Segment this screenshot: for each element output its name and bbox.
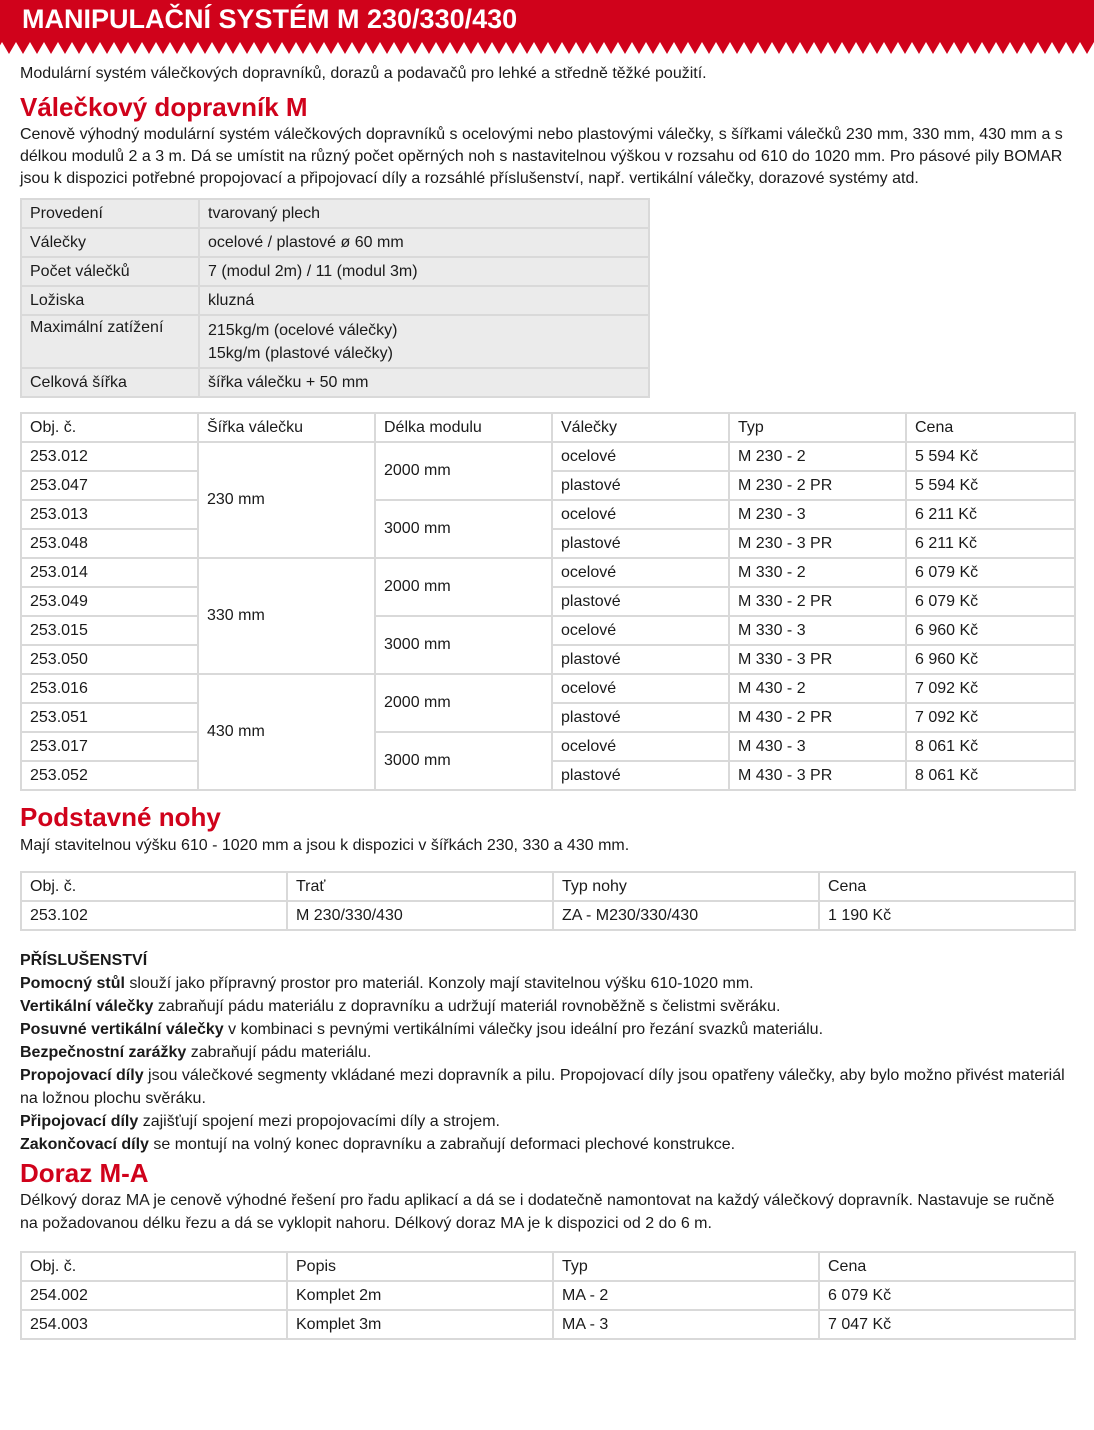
cell-length: 2000 mm: [375, 674, 552, 732]
stop-description: Délkový doraz MA je cenově výhodné řešení pro řadu aplikací a dá se i dodatečně namontovat na každý válečkový dopravník. Nastavuje se ručně na požadovanou délku řezu a dá se vyklopit nahoru. Délkový doraz MA je k dispozici od 2 do 6 m.: [20, 1192, 1055, 1232]
cell-price: 6 079 Kč: [819, 1281, 1075, 1310]
cell-type: M 230 - 2: [729, 442, 906, 471]
cell-rollers: plastové: [552, 645, 729, 674]
accessory-term: Vertikální válečky: [20, 998, 154, 1015]
intro-text: Modulární systém válečkových dopravníků, dorazů a podavačů pro lehké a středně těžké použití.: [20, 65, 707, 82]
cell-length: 3000 mm: [375, 500, 552, 558]
cell-obj: 253.015: [21, 616, 198, 645]
cell-price: 5 594 Kč: [906, 471, 1075, 500]
table-row: [21, 500, 1075, 529]
legs-description: Mají stavitelnou výšku 610 - 1020 mm a jsou k dispozici v šířkách 230, 330 a 430 mm.: [20, 837, 630, 854]
spec-row: [21, 315, 649, 368]
cell-price: 6 211 Kč: [906, 529, 1075, 558]
cell-type: MA - 3: [553, 1310, 819, 1339]
spec-value: 7 (modul 2m) / 11 (modul 3m): [199, 257, 649, 286]
spec-value-line: 15kg/m (plastové válečky): [208, 344, 393, 362]
spec-value: ocelové / plastové ø 60 mm: [199, 228, 649, 257]
cell-type: M 430 - 2: [729, 674, 906, 703]
cell-desc: Komplet 3m: [287, 1310, 553, 1339]
cell-length: 2000 mm: [375, 558, 552, 616]
column-header: Cena: [819, 1252, 1075, 1281]
spec-row: [21, 368, 649, 397]
accessory-item: [20, 1133, 1076, 1156]
header-banner: [0, 0, 1094, 60]
cell-obj: 253.013: [21, 500, 198, 529]
cell-rollers: plastové: [552, 471, 729, 500]
cell-price: 7 047 Kč: [819, 1310, 1075, 1339]
cell-type: M 430 - 3: [729, 732, 906, 761]
cell-price: 1 190 Kč: [819, 901, 1075, 930]
cell-type: M 430 - 2 PR: [729, 703, 906, 732]
table-row: [21, 616, 1075, 645]
column-header: Typ: [553, 1252, 819, 1281]
table-row: [21, 1310, 1075, 1339]
cell-obj: 254.002: [21, 1281, 287, 1310]
cell-price: 6 079 Kč: [906, 558, 1075, 587]
accessory-text: zabraňují pádu materiálu z dopravníku a udržují materiál rovnoběžně s čelistmi svěráku.: [153, 998, 781, 1015]
spec-row: [21, 286, 649, 315]
stop-table: [20, 1251, 1076, 1340]
accessory-text: v kombinaci s pevnými vertikálními válečky jsou ideální pro řezání svazků materiálu.: [223, 1021, 824, 1038]
spec-label: Ložiska: [21, 286, 199, 315]
legs-table: [20, 871, 1076, 931]
accessory-text: jsou válečkové segmenty vkládané mezi dopravník a pilu. Propojovací díly jsou opatřeny válečky, aby bylo možno přivést materiál na ložnou plochu svěráku.: [20, 1067, 1065, 1107]
column-header: Obj. č.: [21, 1252, 287, 1281]
accessory-item: [20, 1064, 1076, 1110]
accessory-text: se montují na volný konec dopravníku a zabraňují deformaci plechové konstrukce.: [148, 1136, 736, 1153]
spec-row: [21, 228, 649, 257]
cell-rollers: ocelové: [552, 442, 729, 471]
accessory-text: zajišťují spojení mezi propojovacími díly a strojem.: [138, 1113, 500, 1130]
cell-price: 6 960 Kč: [906, 645, 1075, 674]
cell-price: 6 079 Kč: [906, 587, 1075, 616]
column-header: Obj. č.: [21, 413, 198, 442]
cell-rollers: ocelové: [552, 732, 729, 761]
spec-table: [20, 198, 650, 398]
cell-type: M 430 - 3 PR: [729, 761, 906, 790]
cell-length: 3000 mm: [375, 616, 552, 674]
cell-obj: 253.050: [21, 645, 198, 674]
section-heading-conveyor: Válečkový dopravník M: [20, 92, 308, 122]
cell-length: 2000 mm: [375, 442, 552, 500]
cell-obj: 253.017: [21, 732, 198, 761]
cell-obj: 253.014: [21, 558, 198, 587]
cell-obj: 253.049: [21, 587, 198, 616]
cell-obj: 253.052: [21, 761, 198, 790]
table-row: [21, 674, 1075, 703]
cell-rollers: plastové: [552, 587, 729, 616]
cell-obj: 254.003: [21, 1310, 287, 1339]
cell-price: 6 211 Kč: [906, 500, 1075, 529]
spec-value: šířka válečku + 50 mm: [199, 368, 649, 397]
cell-rollers: plastové: [552, 761, 729, 790]
accessory-term: Propojovací díly: [20, 1067, 144, 1084]
accessory-term: Zakončovací díly: [20, 1136, 149, 1153]
column-header: Obj. č.: [21, 872, 287, 901]
table-row: [21, 732, 1075, 761]
spec-label: Provedení: [21, 199, 199, 228]
cell-price: 5 594 Kč: [906, 442, 1075, 471]
cell-type: M 330 - 2: [729, 558, 906, 587]
table-header-row: [21, 413, 1075, 442]
spec-label: Celková šířka: [21, 368, 199, 397]
table-row: [21, 1281, 1075, 1310]
table-row: [21, 901, 1075, 930]
column-header: Popis: [287, 1252, 553, 1281]
conveyor-description: Cenově výhodný modulární systém válečkových dopravníků s ocelovými nebo plastovými válečky, s šířkami válečků 230 mm, 330 mm, 430 mm a s délkou modulů 2 a 3 m. Dá se umístit na různý počet opěrných noh s nastavitelnou výškou v rozsahu od 610 do 1020 mm. Pro pásové pily BOMAR jsou k dispozici potřebné propojovací a připojovací díly a rozsáhlé příslušenství, např. vertikální válečky, dorazové systémy atd.: [20, 126, 1063, 187]
spec-row: [21, 257, 649, 286]
cell-desc: Komplet 2m: [287, 1281, 553, 1310]
accessory-text: zabraňují pádu materiálu.: [186, 1044, 372, 1061]
cell-type: M 230 - 3 PR: [729, 529, 906, 558]
cell-obj: 253.051: [21, 703, 198, 732]
accessory-item: [20, 1110, 1076, 1133]
cell-obj: 253.047: [21, 471, 198, 500]
table-row: [21, 442, 1075, 471]
accessory-item: [20, 1018, 1076, 1041]
cell-price: 6 960 Kč: [906, 616, 1075, 645]
cell-type: M 230 - 3: [729, 500, 906, 529]
accessory-item: [20, 1041, 1076, 1064]
cell-track: M 230/330/430: [287, 901, 553, 930]
cell-price: 7 092 Kč: [906, 703, 1075, 732]
accessory-term: Připojovací díly: [20, 1113, 139, 1130]
spec-value: kluzná: [199, 286, 649, 315]
section-heading-stop: Doraz M-A: [20, 1158, 149, 1188]
cell-rollers: ocelové: [552, 500, 729, 529]
table-header-row: [21, 1252, 1075, 1281]
spec-label: Válečky: [21, 228, 199, 257]
cell-length: 3000 mm: [375, 732, 552, 790]
cell-price: 8 061 Kč: [906, 732, 1075, 761]
conveyor-table: [20, 412, 1076, 791]
cell-obj: 253.016: [21, 674, 198, 703]
spec-label: Maximální zatížení: [21, 315, 199, 368]
column-header: Typ: [729, 413, 906, 442]
cell-rollers: ocelové: [552, 558, 729, 587]
table-row: [21, 558, 1075, 587]
page-title: MANIPULAČNÍ SYSTÉM M 230/330/430: [22, 4, 518, 34]
accessory-item: [20, 972, 1076, 995]
accessories-section: [20, 949, 1076, 1156]
section-heading-legs: Podstavné nohy: [20, 802, 221, 832]
column-header: Cena: [906, 413, 1075, 442]
spec-label: Počet válečků: [21, 257, 199, 286]
table-header-row: [21, 872, 1075, 901]
cell-type: MA - 2: [553, 1281, 819, 1310]
column-header: Válečky: [552, 413, 729, 442]
cell-obj: 253.102: [21, 901, 287, 930]
spec-value: tvarovaný plech: [199, 199, 649, 228]
cell-type: M 330 - 3 PR: [729, 645, 906, 674]
spec-value: [199, 315, 649, 368]
accessories-title: PŘÍSLUŠENSTVÍ: [20, 952, 148, 969]
cell-obj: 253.012: [21, 442, 198, 471]
accessory-term: Bezpečnostní zarážky: [20, 1044, 187, 1061]
spec-value-line: 215kg/m (ocelové válečky): [208, 321, 398, 339]
cell-type: M 330 - 2 PR: [729, 587, 906, 616]
cell-width: 230 mm: [198, 442, 375, 558]
main-content: [20, 60, 1076, 1340]
column-header: Cena: [819, 872, 1075, 901]
cell-type: M 330 - 3: [729, 616, 906, 645]
column-header: Trať: [287, 872, 553, 901]
spec-row: [21, 199, 649, 228]
cell-rollers: ocelové: [552, 616, 729, 645]
accessory-item: [20, 995, 1076, 1018]
cell-rollers: plastové: [552, 703, 729, 732]
accessory-term: Pomocný stůl: [20, 975, 125, 992]
cell-type: M 230 - 2 PR: [729, 471, 906, 500]
cell-price: 7 092 Kč: [906, 674, 1075, 703]
cell-width: 430 mm: [198, 674, 375, 790]
accessory-text: slouží jako přípravný prostor pro materiál. Konzoly mají stavitelnou výšku 610-1020 mm.: [124, 975, 754, 992]
cell-price: 8 061 Kč: [906, 761, 1075, 790]
cell-rollers: ocelové: [552, 674, 729, 703]
cell-obj: 253.048: [21, 529, 198, 558]
column-header: Šířka válečku: [198, 413, 375, 442]
cell-width: 330 mm: [198, 558, 375, 674]
conveyor-table-body: [21, 442, 1075, 790]
accessory-term: Posuvné vertikální válečky: [20, 1021, 224, 1038]
accessories-list: [20, 972, 1076, 1156]
cell-type: ZA - M230/330/430: [553, 901, 819, 930]
column-header: Délka modulu: [375, 413, 552, 442]
cell-rollers: plastové: [552, 529, 729, 558]
column-header: Typ nohy: [553, 872, 819, 901]
